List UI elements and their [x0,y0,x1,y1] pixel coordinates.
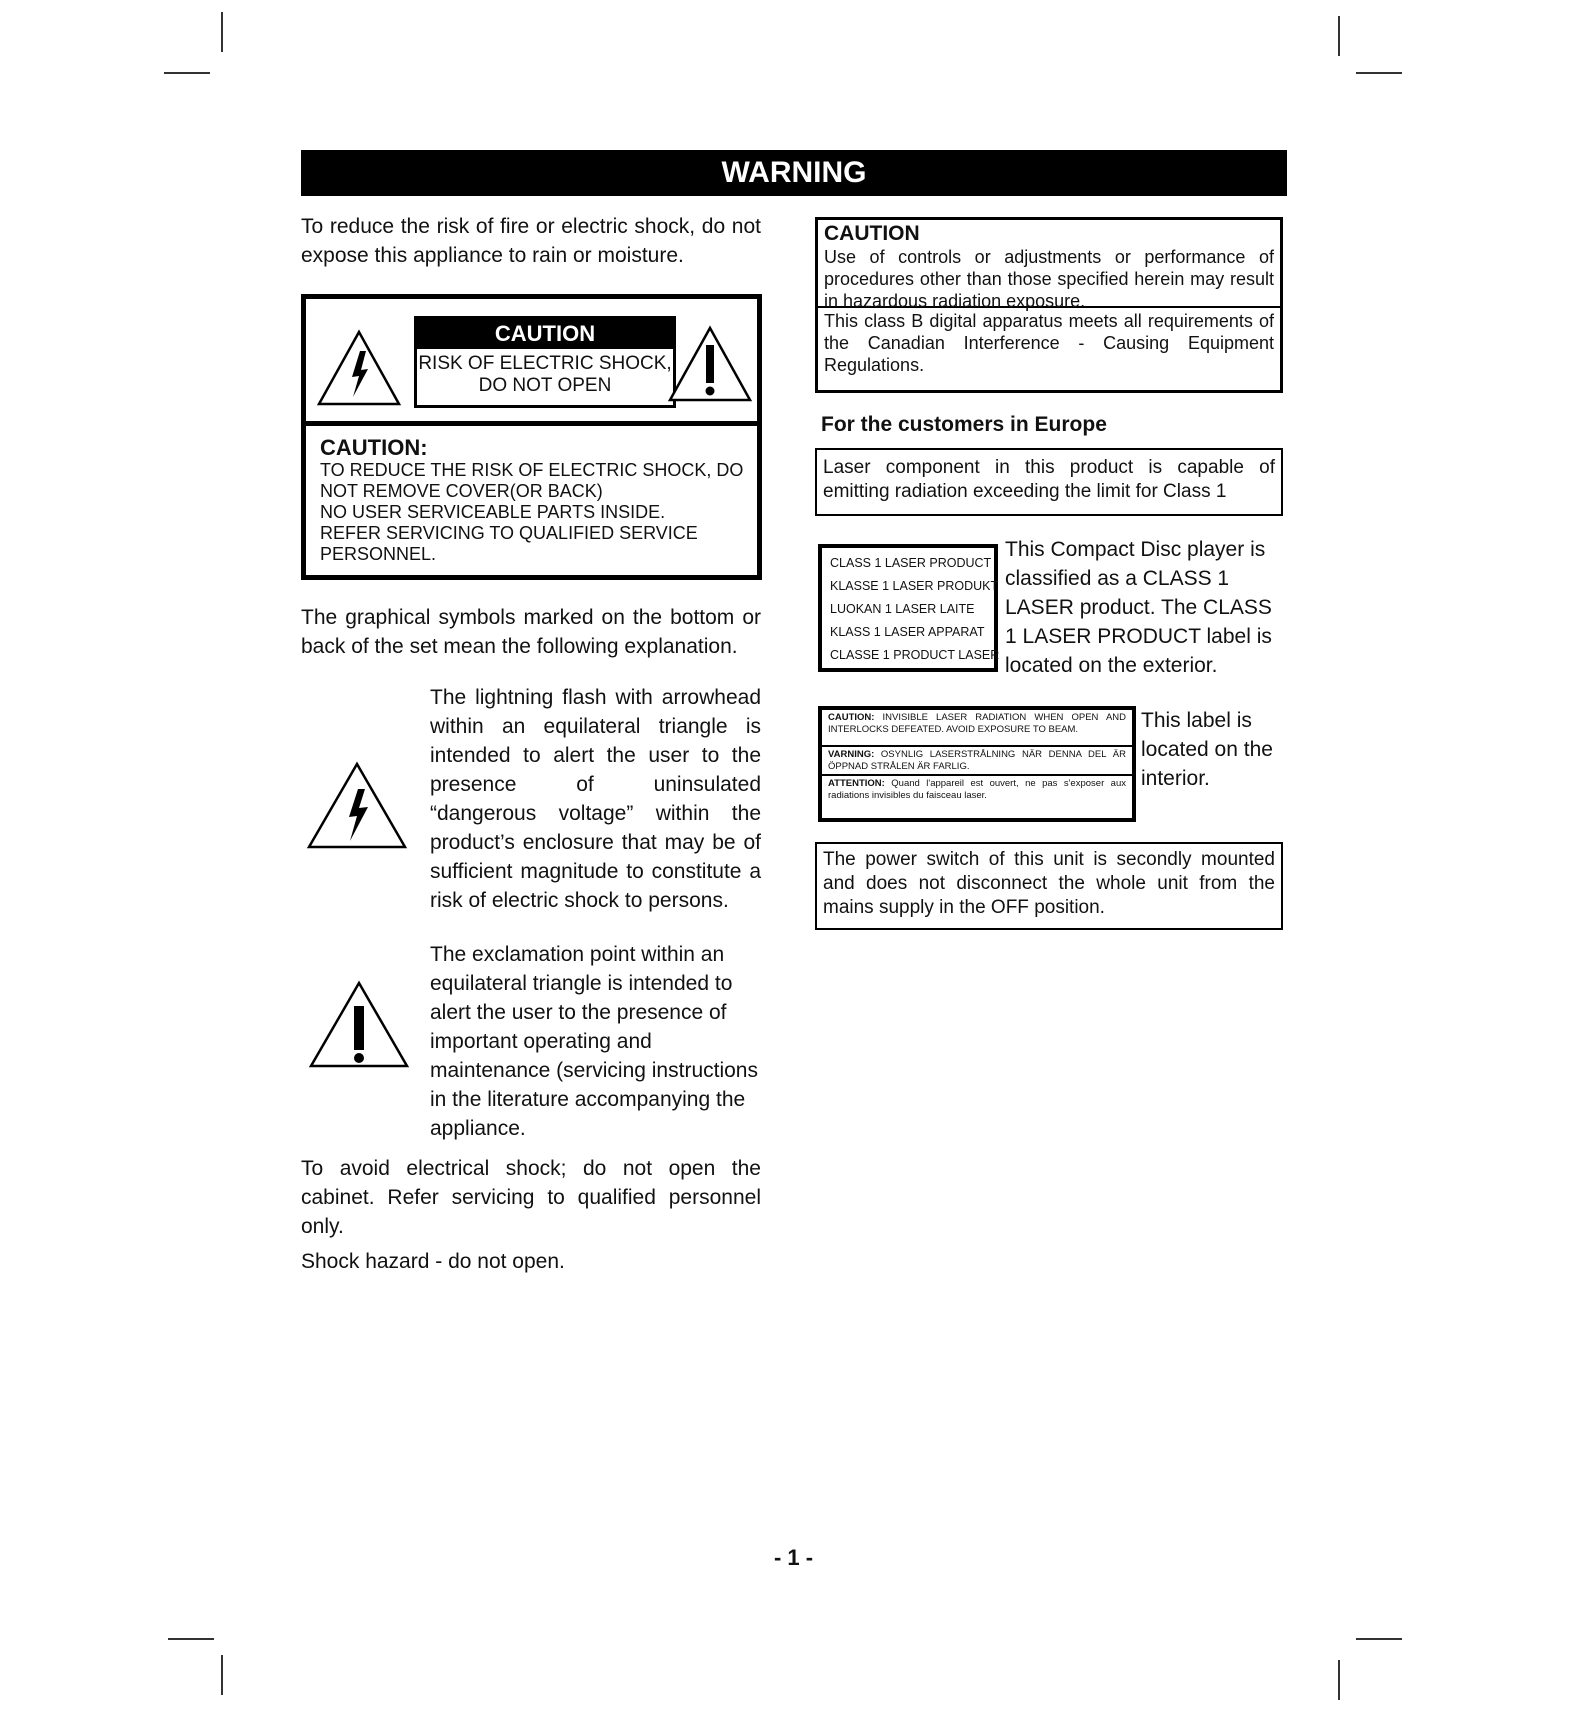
interior-attention-text: Quand l'appareil est ouvert, ne pas s'exposer aux radiations invisibles du faisceau laser. [828,778,1127,801]
crop-mark [168,1638,214,1640]
crop-mark [1356,1638,1402,1640]
crop-mark [1338,16,1340,56]
class1-label-line: KLASSE 1 LASER PRODUKT [830,579,999,593]
caution-notice-box [815,217,1283,393]
caution-label [414,316,676,408]
caution-heading: CAUTION: [320,435,428,460]
caution-line: TO REDUCE THE RISK OF ELECTRIC SHOCK, DO [320,460,744,480]
power-switch-box [815,842,1283,930]
exclamation-triangle-icon [667,325,753,403]
power-switch-text: The power switch of this unit is secondly mounted and does not disconnect the whole unit from the mains supply in the OFF position. [823,849,1275,918]
avoid-shock-text: To avoid electrical shock; do not open the cabinet. Refer servicing to qualified personnel only. [301,1157,761,1238]
caution-notice-heading: CAUTION [824,222,920,245]
caution-box-top [306,299,757,426]
interior-description: This label is located on the interior. [1141,709,1273,790]
caution-box [301,294,762,580]
lightning-triangle-icon [306,761,408,851]
exclamation-explanation: The exclamation point within an equilateral triangle is intended to alert the user to the presence of important operating and maintenance (servicing instructions in the literature accompanying the appliance. [430,943,758,1140]
crop-mark [164,72,210,74]
interior-laser-label [818,706,1136,822]
risk-line-2: DO NOT OPEN [478,375,612,396]
class1-label-line: KLASS 1 LASER APPARAT [830,625,985,639]
page-number: - 1 - [773,1545,814,1570]
exclamation-triangle-icon [308,980,410,1070]
class1-label-line: LUOKAN 1 LASER LAITE [830,602,975,616]
interior-caution-text: INVISIBLE LASER RADIATION WHEN OPEN AND INTERLOCKS DEFEATED. AVOID EXPOSURE TO BEAM. [828,712,1127,735]
canada-notice-text: This class B digital apparatus meets all requirements of the Canadian Interference - Causing Equipment Regulations. [824,311,1274,375]
interior-varning-key: VARNING: [828,749,875,760]
crop-mark [1338,1660,1340,1700]
caution-line: NO USER SERVICEABLE PARTS INSIDE. [320,502,666,522]
lightning-triangle-icon [316,329,402,407]
caution-label-title: CAUTION [417,319,673,349]
class1-laser-label [818,544,998,672]
crop-mark [1356,72,1402,74]
europe-heading: For the customers in Europe [821,413,1107,436]
interior-caution-key: CAUTION: [828,712,875,723]
intro-paragraph: To reduce the risk of fire or electric shock, do not expose this appliance to rain or moisture. [301,215,761,267]
crop-mark [221,12,223,52]
interior-attention-key: ATTENTION: [828,778,885,789]
caution-line: REFER SERVICING TO QUALIFIED SERVICE [320,523,698,543]
caution-line: NOT REMOVE COVER(OR BACK) [320,481,603,501]
laser-notice-box [815,448,1283,516]
symbols-intro: The graphical symbols marked on the bottom or back of the set mean the following explanation. [301,606,761,658]
caution-notice-text: Use of controls or adjustments or performance of procedures other than those specified herein may result in hazardous radiation exposure. [824,247,1274,311]
class1-label-line: CLASSE 1 PRODUCT LASER [830,648,1000,662]
class1-label-line: CLASS 1 LASER PRODUCT [830,556,992,570]
interior-varning-text: OSYNLIG LASERSTRÅLNING NÄR DENNA DEL ÄR ÖPPNAD STRÅLEN ÄR FARLIG. [828,749,1126,772]
shock-hazard-text: Shock hazard - do not open. [301,1250,565,1273]
laser-notice-text: Laser component in this product is capable of emitting radiation exceeding the limit for Class 1 [823,457,1275,502]
warning-header: WARNING [301,150,1287,196]
risk-line-1: RISK OF ELECTRIC SHOCK, [418,353,672,374]
lightning-explanation: The lightning flash with arrowhead within an equilateral triangle is intended to alert the user to the presence of uninsulated “dangerous voltage” within the product’s enclosure that may be of sufficient magnitude to constitute a risk of electric shock to persons. [430,686,761,912]
crop-mark [221,1655,223,1695]
caution-line: PERSONNEL. [320,544,437,564]
class1-description: This Compact Disc player is classified as a CLASS 1 LASER product. The CLASS 1 LASER PRODUCT label is located on the exterior. [1005,538,1272,677]
